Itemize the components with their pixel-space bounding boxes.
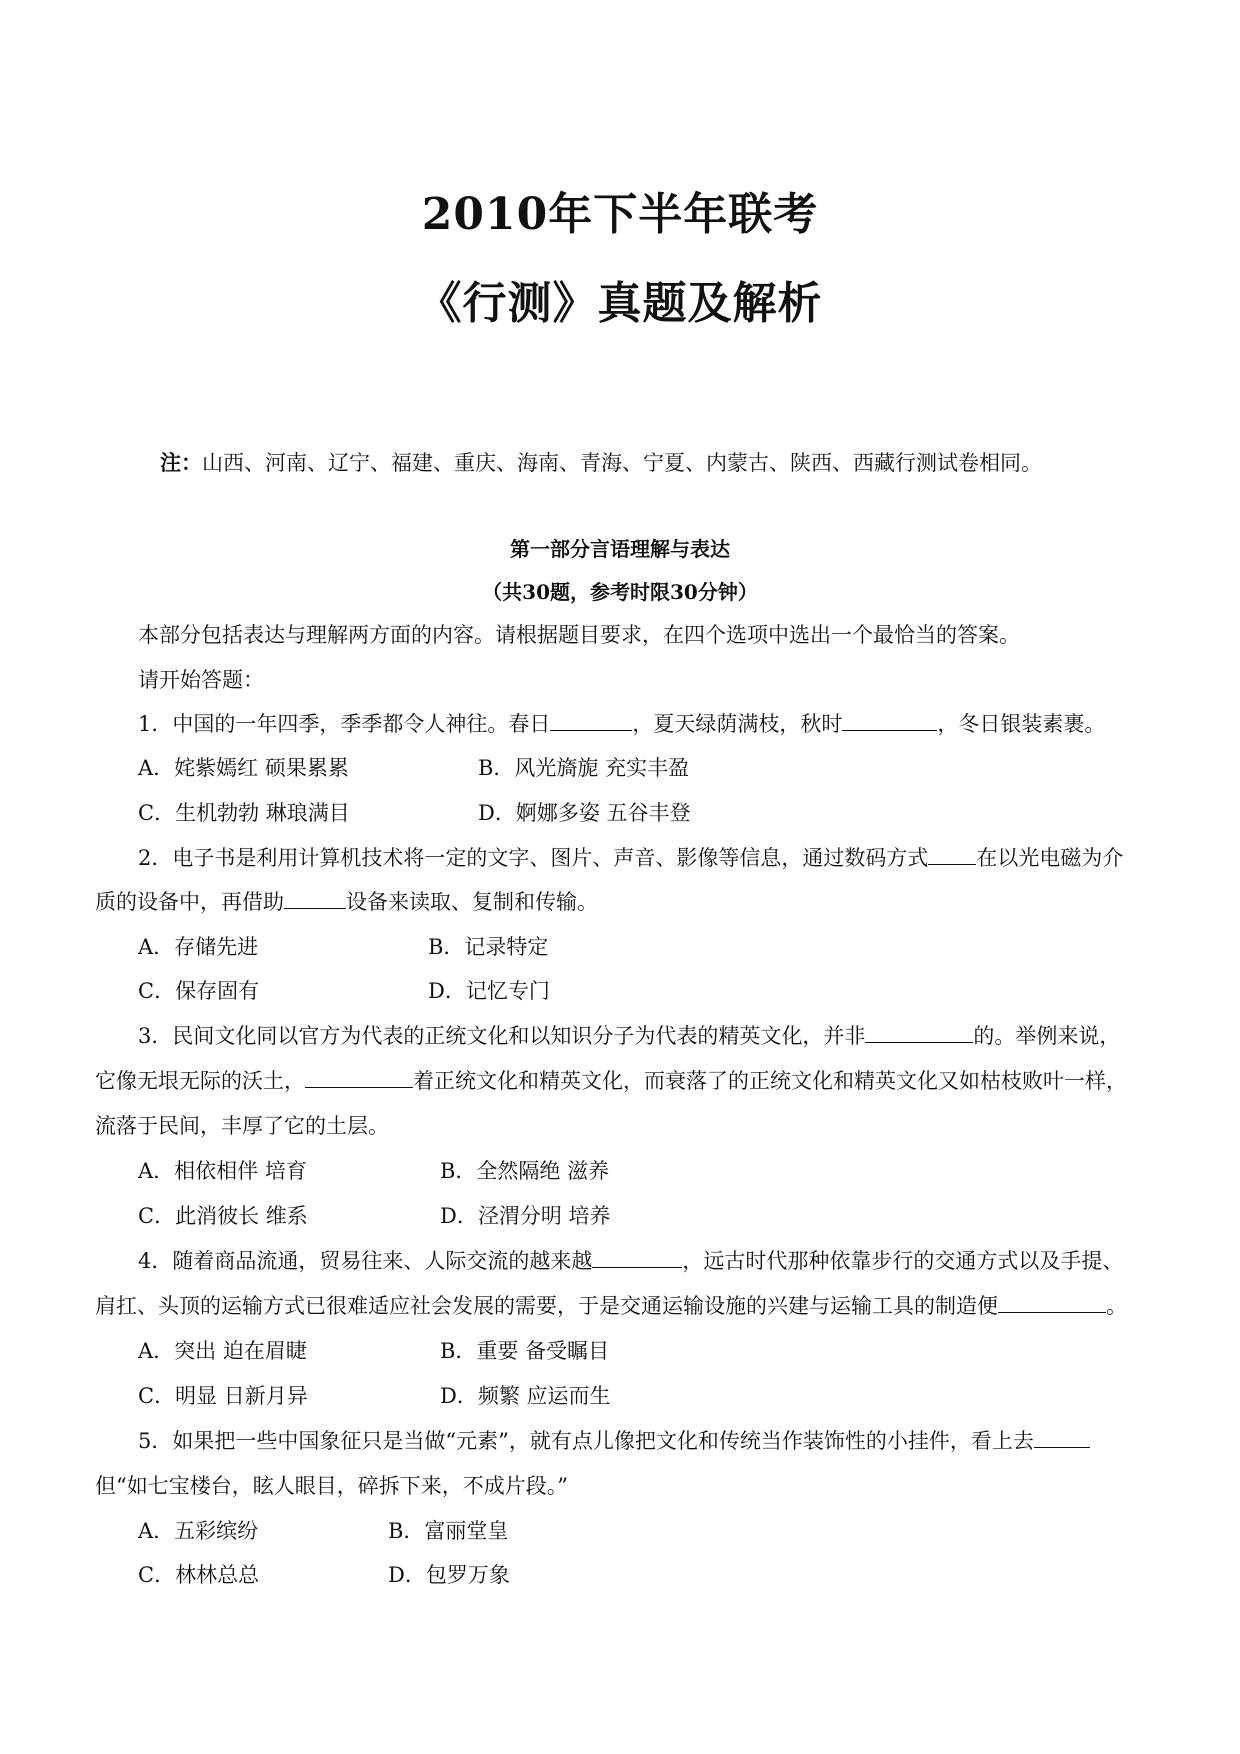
question-text: 的。举例来说，	[973, 1024, 1121, 1048]
question-text: 它像无垠无际的沃土，	[95, 1069, 305, 1093]
answer-blank	[592, 1247, 682, 1268]
answer-blank	[550, 710, 632, 731]
question-text: 5．如果把一些中国象征只是当做“元素”，就有点儿像把文化和传统当作装饰性的小挂件，看上去	[138, 1429, 1034, 1453]
question-text: 。	[1106, 1294, 1127, 1318]
question-5-stem-line-1	[138, 1425, 1090, 1455]
question-1-option-b: B．风光旖旎 充实丰盈	[478, 756, 690, 780]
question-4-stem-line-1	[138, 1245, 1123, 1275]
question-3-option-d: D．泾渭分明 培养	[440, 1204, 611, 1228]
question-2-option-a: A．存储先进	[138, 935, 259, 959]
question-5-option-c: C．林林总总	[138, 1563, 260, 1587]
question-2-option-b: B．记录特定	[428, 935, 549, 959]
question-1-option-a: A．姹紫嫣红 硕果累累	[138, 756, 349, 780]
question-text: 1．中国的一年四季，季季都令人神往。春日	[138, 712, 551, 736]
question-2-option-d: D．记忆专门	[428, 979, 550, 1003]
question-3-option-a: A．相依相伴 培育	[138, 1159, 307, 1183]
question-5-option-a: A．五彩缤纷	[138, 1519, 259, 1543]
answer-blank	[842, 710, 937, 731]
question-1-option-d: D．婀娜多姿 五谷丰登	[478, 801, 691, 825]
question-4-option-a: A．突出 迫在眉睫	[138, 1339, 307, 1363]
section-subtitle: （共30题，参考时限30分钟）	[482, 580, 758, 604]
question-text: 3．民间文化同以官方为代表的正统文化和以知识分子为代表的精英文化，并非	[138, 1024, 866, 1048]
question-3-stem-line-2	[95, 1065, 1127, 1095]
question-text: 着正统文化和精英文化，而衰落了的正统文化和精英文化又如枯枝败叶一样，	[413, 1069, 1127, 1093]
section-intro: 本部分包括表达与理解两方面的内容。请根据题目要求，在四个选项中选出一个最恰当的答案。	[138, 623, 1020, 647]
question-3-stem-line-1	[138, 1020, 1120, 1050]
question-3-stem-line-3: 流落于民间，丰厚了它的土层。	[95, 1114, 389, 1138]
question-4-option-d: D．频繁 应运而生	[440, 1384, 611, 1408]
answer-blank	[928, 844, 976, 865]
answer-blank	[998, 1292, 1106, 1313]
question-1-stem	[138, 708, 1105, 738]
note	[160, 447, 1042, 477]
answer-blank	[305, 1067, 413, 1088]
start-instruction: 请开始答题：	[138, 668, 264, 692]
question-4-option-c: C．明显 日新月异	[138, 1384, 308, 1408]
question-5-stem-line-2: 但“如七宝楼台，眩人眼目，碎拆下来，不成片段。”	[95, 1474, 568, 1498]
answer-blank	[865, 1022, 973, 1043]
question-text: 在以光电磁为介	[976, 846, 1124, 870]
question-2-stem-line-1	[138, 842, 1123, 872]
question-4-stem-line-2	[95, 1290, 1127, 1320]
question-text: 设备来读取、复制和传输。	[346, 890, 598, 914]
question-text: 质的设备中，再借助	[95, 890, 284, 914]
question-5-option-d: D．包罗万象	[388, 1563, 510, 1587]
answer-blank	[1034, 1427, 1090, 1448]
note-label: 注：	[160, 450, 202, 475]
question-text: 4．随着商品流通，贸易往来、人际交流的越来越	[138, 1249, 593, 1273]
question-5-option-b: B．富丽堂皇	[388, 1519, 509, 1543]
question-1-option-c: C．生机勃勃 琳琅满目	[138, 801, 350, 825]
question-3-option-b: B．全然隔绝 滋养	[440, 1159, 610, 1183]
question-text: ，远古时代那种依靠步行的交通方式以及手提、	[682, 1249, 1124, 1273]
answer-blank	[284, 888, 346, 909]
question-3-option-c: C．此消彼长 维系	[138, 1204, 308, 1228]
section-title: 第一部分言语理解与表达	[510, 537, 730, 561]
question-text: ，冬日银装素裹。	[937, 712, 1106, 736]
question-text: ，夏天绿荫满枝，秋时	[632, 712, 843, 736]
question-text: 肩扛、头顶的运输方式已很难适应社会发展的需要，于是交通运输设施的兴建与运输工具的制造便	[95, 1294, 998, 1318]
question-4-option-b: B．重要 备受瞩目	[440, 1339, 610, 1363]
title-line-2: 《行测》真题及解析	[417, 278, 823, 329]
note-text: 山西、河南、辽宁、福建、重庆、海南、青海、宁夏、内蒙古、陕西、西藏行测试卷相同。	[202, 451, 1042, 475]
question-2-stem-line-2	[95, 886, 598, 916]
question-text: 2．电子书是利用计算机技术将一定的文字、图片、声音、影像等信息，通过数码方式	[138, 846, 929, 870]
title-line-1: 2010年下半年联考	[421, 189, 819, 240]
question-2-option-c: C．保存固有	[138, 979, 260, 1003]
